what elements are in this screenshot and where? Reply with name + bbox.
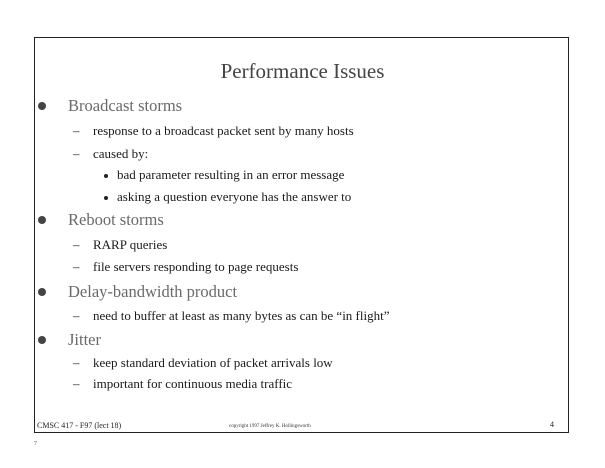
item-standard-deviation: keep standard deviation of packet arrivals low [93,355,333,370]
section-bullet-icon [38,102,46,110]
section-label-reboot-storms: Reboot storms [68,210,164,229]
section-label-broadcast-storms: Broadcast storms [68,96,183,115]
dash-icon: – [73,146,80,161]
slide-title: Performance Issues [220,59,385,83]
section-label-delay-bandwidth: Delay-bandwidth product [68,282,238,301]
item-broadcast-response: response to a broadcast packet sent by many hosts [93,123,354,138]
item-buffer-in-flight: need to buffer at least as many bytes as can be “in flight” [93,308,390,323]
dash-icon: – [73,259,80,274]
item-file-servers: file servers responding to page requests [93,259,299,274]
dash-icon: – [73,355,80,370]
subitem-bad-parameter: bad parameter resulting in an error message [117,167,345,182]
dash-icon: – [73,308,80,323]
section-bullet-icon [38,216,46,224]
footer-course: CMSC 417 - F97 (lect 18) [37,421,122,430]
subitem-bullet-icon [104,174,108,178]
dash-icon: – [73,376,80,391]
footer-copyright: copyright 1997 Jeffrey K. Hollingsworth [229,424,311,429]
page-number: 4 [550,420,554,429]
section-label-jitter: Jitter [68,330,101,349]
item-caused-by: caused by: [93,146,149,161]
subitem-asking-question: asking a question everyone has the answer to [117,189,352,204]
dash-icon: – [73,123,80,138]
item-continuous-media: important for continuous media traffic [93,376,293,391]
corner-mark: 7 [34,441,37,447]
subitem-bullet-icon [104,196,108,200]
section-bullet-icon [38,336,46,344]
section-bullet-icon [38,288,46,296]
dash-icon: – [73,237,80,252]
item-rarp-queries: RARP queries [93,237,168,252]
